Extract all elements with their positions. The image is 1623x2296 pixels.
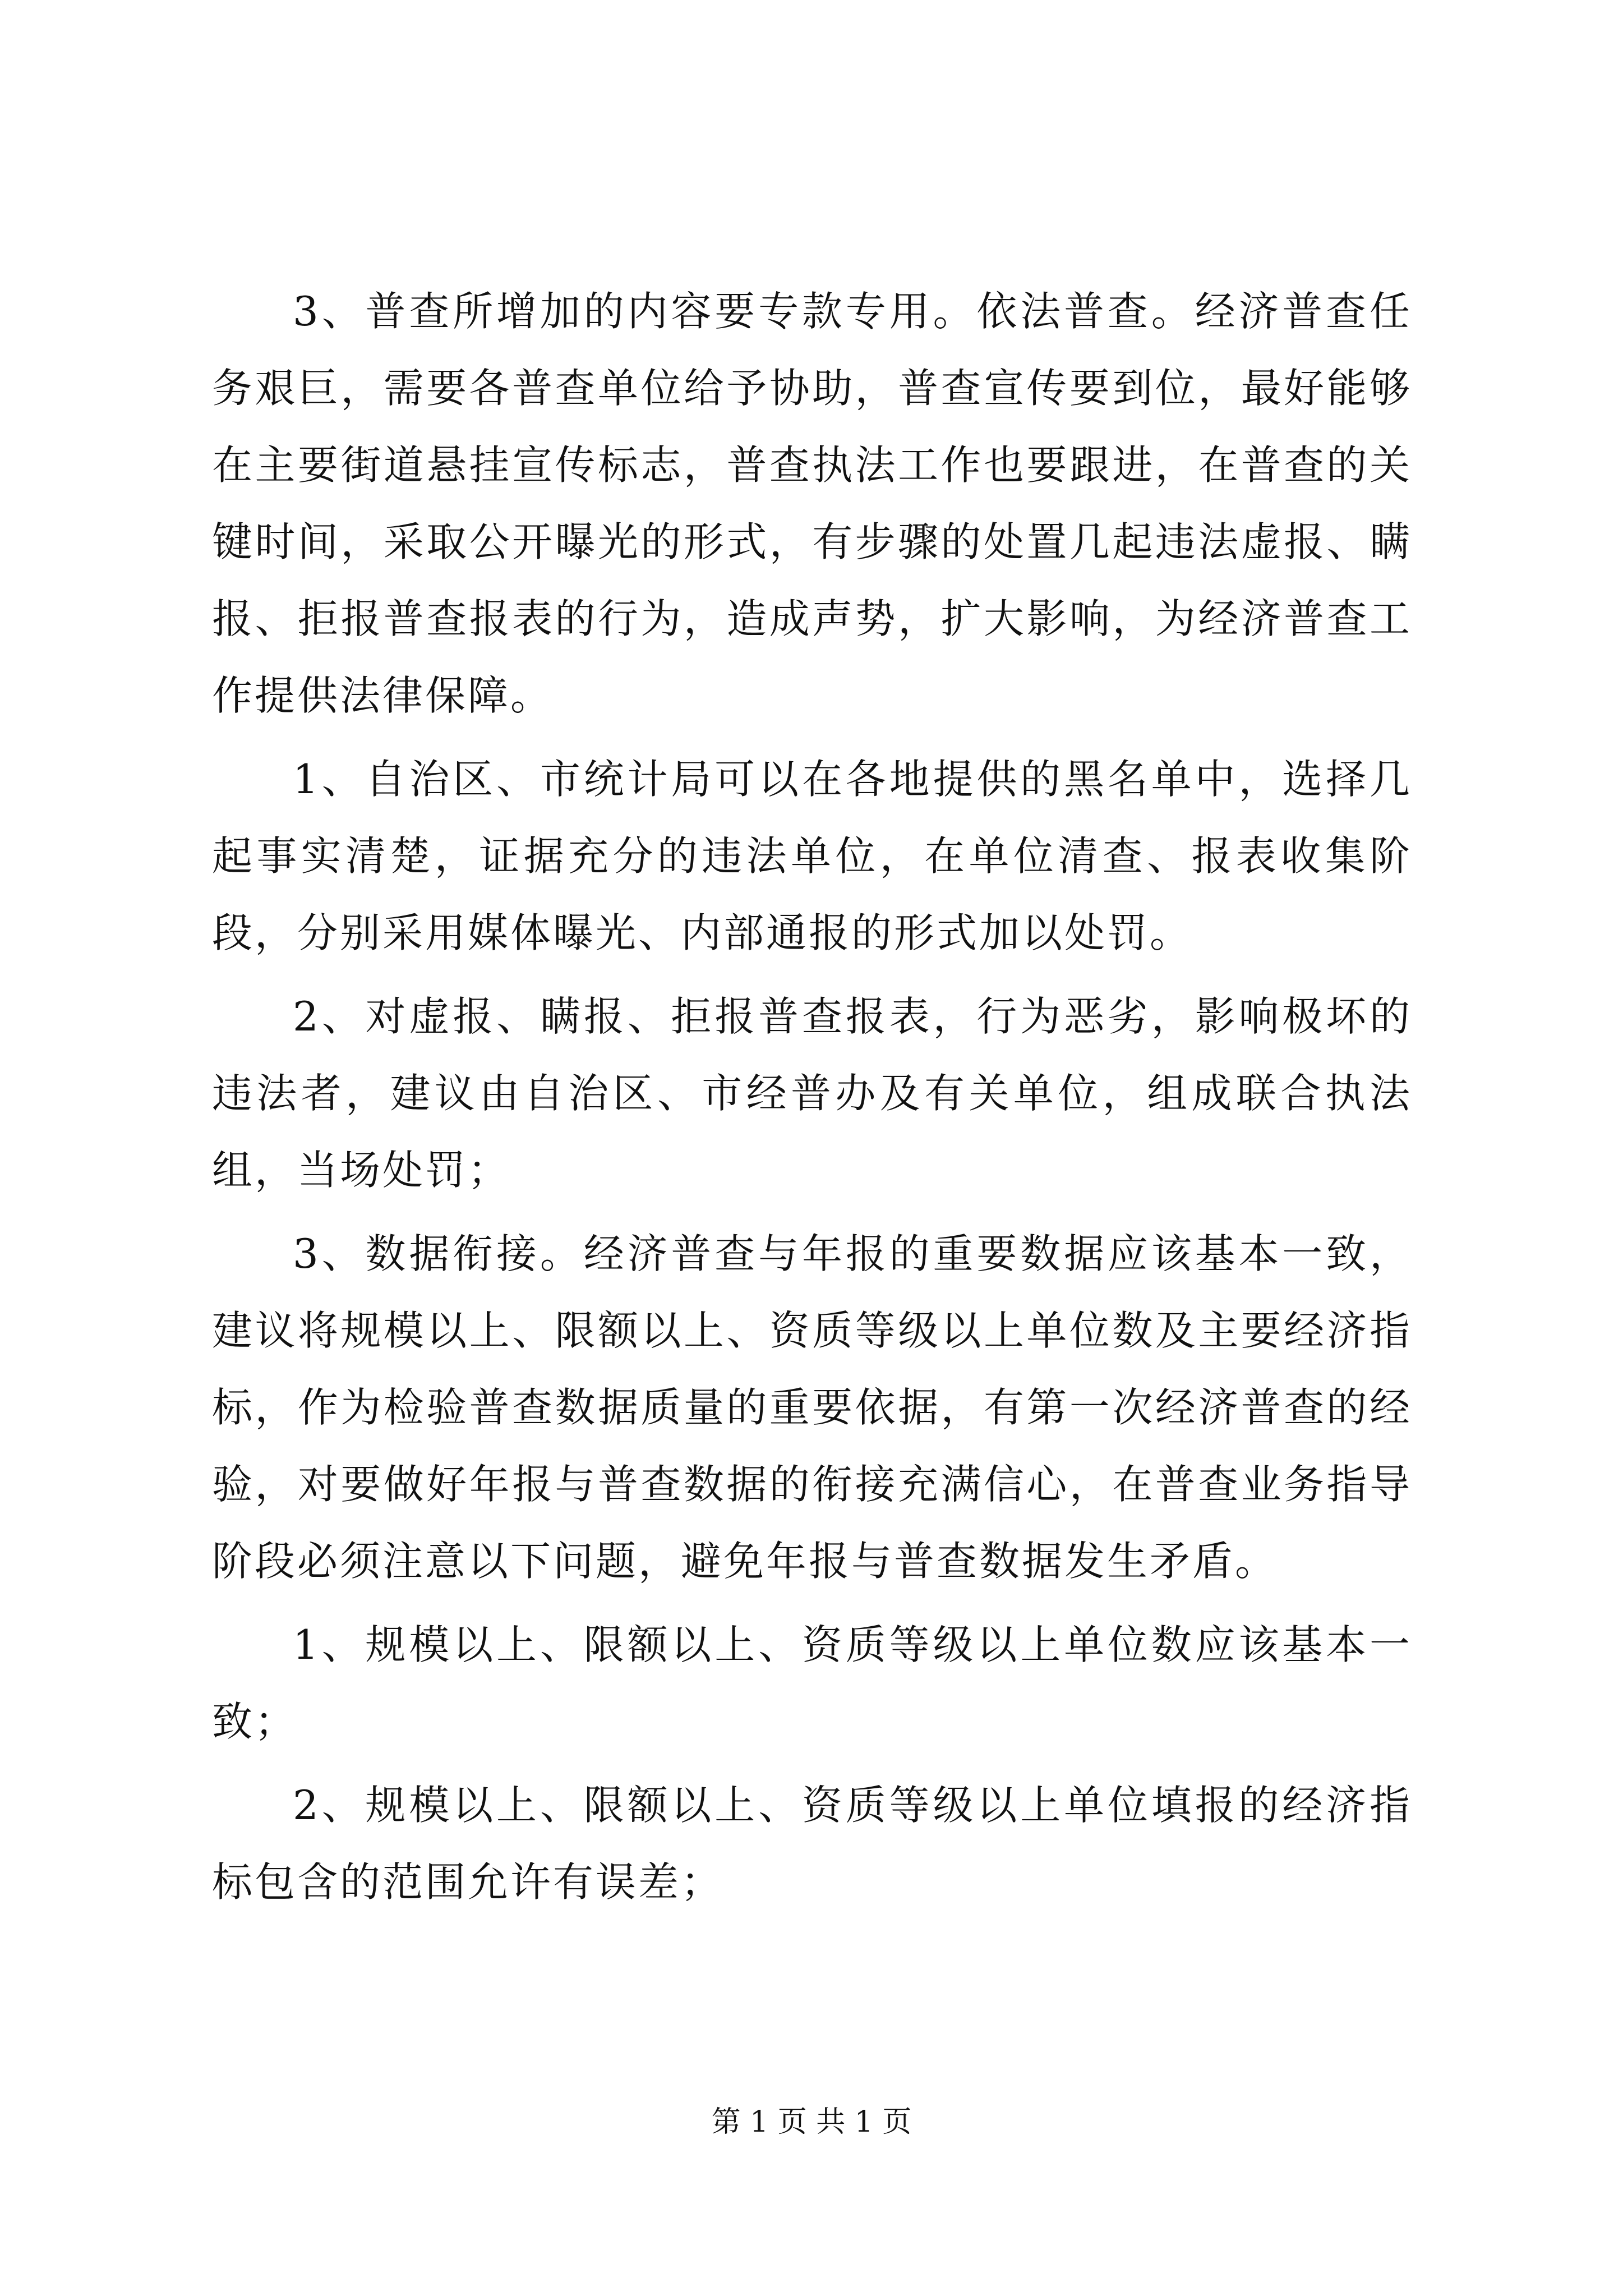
paragraph: 3、数据衔接。经济普查与年报的重要数据应该基本一致，建议将规模以上、限额以上、资质等级以上单位数及主要经济指标，作为检验普查数据质量的重要依据，有第一次经济普查的经验，对要做好年报与普查数据的衔接充满信心，在普查业务指导阶段必须注意以下问题，避免年报与普查数据发生矛盾。 <box>212 1230 1412 1585</box>
document-body <box>212 273 1412 1927</box>
paragraph: 1、自治区、市统计局可以在各地提供的黑名单中，选择几起事实清楚，证据充分的违法单位，在单位清查、报表收集阶段，分别采用媒体曝光、内部通报的形式加以处罚。 <box>212 756 1412 956</box>
paragraph: 1、规模以上、限额以上、资质等级以上单位数应该基本一致； <box>212 1621 1412 1745</box>
paragraph: 3、普查所增加的内容要专款专用。依法普查。经济普查任务艰巨，需要各普查单位给予协助，普查宣传要到位，最好能够在主要街道悬挂宣传标志，普查执法工作也要跟进，在普查的关键时间，采取公开曝光的形式，有步骤的处置几起违法虚报、瞒报、拒报普查报表的行为，造成声势，扩大影响，为经济普查工作提供法律保障。 <box>212 288 1412 719</box>
page-footer: 第 1 页 共 1 页 <box>711 2105 912 2139</box>
paragraph: 2、对虚报、瞒报、拒报普查报表，行为恶劣，影响极坏的违法者，建议由自治区、市经普办及有关单位，组成联合执法组，当场处罚； <box>212 993 1412 1194</box>
paragraph: 2、规模以上、限额以上、资质等级以上单位填报的经济指标包含的范围允许有误差； <box>212 1782 1412 1906</box>
